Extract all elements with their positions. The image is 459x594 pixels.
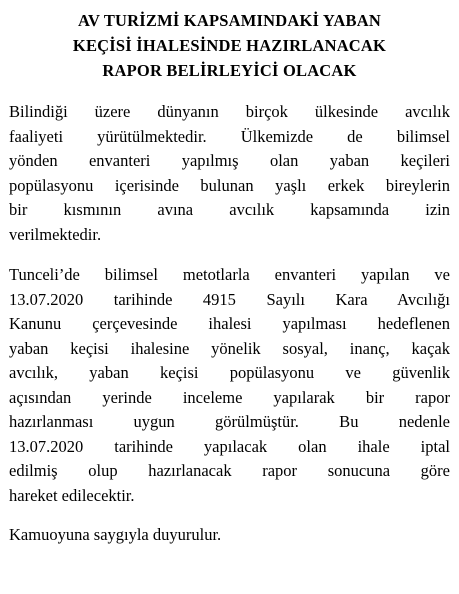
paragraph-line: açısından yerinde inceleme yapılarak bir rapor (9, 387, 450, 407)
document-title (9, 8, 450, 83)
title-line: RAPOR BELİRLEYİCİ OLACAK (102, 61, 357, 80)
paragraph-tunceli (9, 263, 450, 508)
paragraph-line: yönden envanteri yapılmış olan yaban keçileri (9, 151, 450, 170)
paragraph-line: Tunceli’de bilimsel metotlarla envanteri yapılan ve (9, 265, 450, 284)
title-line: KEÇİSİ İHALESİNDE HAZIRLANACAK (72, 36, 387, 55)
paragraph-line: Kamuoyuna saygıyla duyurulur. (9, 525, 222, 544)
paragraph-line: avcılık, yaban keçisi popülasyonu ve güvenlik (9, 363, 450, 382)
paragraph-line: hazırlanması uygun görülmüştür. Bu nedenle (9, 412, 450, 431)
paragraph-line: verilmektedir. (9, 224, 102, 244)
paragraph-line: Kanunu çerçevesinde ihalesi yapılması hedeflenen (9, 314, 450, 333)
paragraph-line: yaban keçisi ihalesine yönelik sosyal, inanç, kaçak (9, 338, 450, 358)
title-line: AV TURİZMİ KAPSAMINDAKİ YABAN (77, 11, 381, 30)
paragraph-line: bir kısmının avına avcılık kapsamında izin (9, 200, 450, 219)
document-page (9, 8, 450, 548)
paragraph-line: hareket edilecektir. (9, 485, 135, 505)
paragraph-line: 13.07.2020 tarihinde yapılacak olan ihale iptal (9, 436, 450, 456)
paragraph-intro (9, 100, 450, 247)
paragraph-line: 13.07.2020 tarihinde 4915 Sayılı Kara Avcılığı (9, 289, 450, 309)
paragraph-line: Bilindiği üzere dünyanın birçok ülkesinde avcılık (9, 102, 450, 121)
paragraph-line: popülasyonu içerisinde bulunan yaşlı erkek bireylerin (9, 175, 450, 195)
paragraph-line: faaliyeti yürütülmektedir. Ülkemizde de bilimsel (9, 126, 450, 146)
paragraph-closing (9, 523, 450, 548)
paragraph-line: edilmiş olup hazırlanacak rapor sonucuna göre (9, 461, 450, 480)
